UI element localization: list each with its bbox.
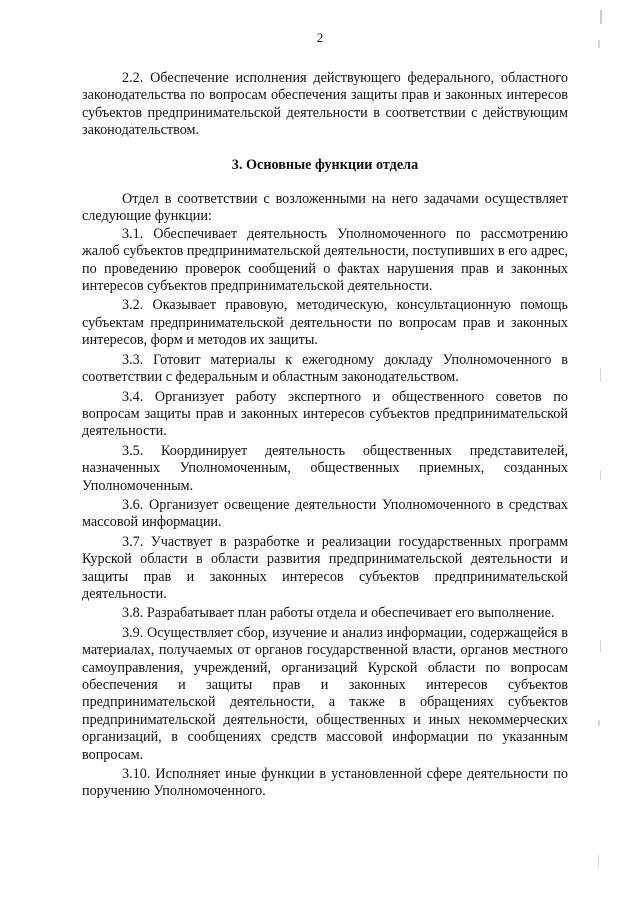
scan-mark — [600, 10, 602, 24]
item-3-4: 3.4. Организует работу экспертного и общественного советов по вопросам защиты прав и законных интересов субъектов предпринимательской деятельности. — [82, 388, 568, 440]
item-3-3: 3.3. Готовит материалы к ежегодному докладу Уполномоченного в соответствии с федеральным и областным законодательством. — [82, 351, 568, 386]
item-3-2: 3.2. Оказывает правовую, методическую, консультационную помощь субъектам предпринимательской деятельности по вопросам прав и законных интересов, форм и методов их защиты. — [82, 297, 568, 349]
scan-mark — [600, 470, 601, 480]
scan-mark — [598, 720, 600, 726]
scan-mark — [600, 368, 601, 382]
section-title: 3. Основные функции отдела — [231, 156, 419, 173]
document-body — [82, 70, 568, 803]
item-3-6: 3.6. Организует освещение деятельности Уполномоченного в средствах массовой информации. — [82, 496, 568, 531]
scan-mark — [600, 640, 601, 652]
item-3-8: 3.8. Разрабатывает план работы отдела и обеспечивает его выполнение. — [122, 605, 555, 622]
item-3-5: 3.5. Координирует деятельность общественных представителей, назначенных Уполномоченным, общественных приемных, созданных Уполномоченным. — [82, 442, 568, 494]
item-3-10: 3.10. Исполняет иные функции в установленной сфере деятельности по поручению Уполномоченного. — [82, 766, 568, 800]
scan-mark — [598, 40, 600, 48]
section-intro: Отдел в соответствии с возложенными на него задачами осуществляет следующие функции: — [82, 191, 568, 225]
item-3-7: 3.7. Участвует в разработке и реализации государственных программ Курской области в области развития предпринимательской деятельности и защиты прав и законных интересов субъектов предпринимательской деятельности. — [82, 533, 568, 602]
scan-mark — [598, 855, 599, 867]
item-3-1: 3.1. Обеспечивает деятельность Уполномоченного по рассмотрению жалоб субъектов предпринимательской деятельности, поступивших в его адрес, по проведению проверок сообщений о фактах нарушения прав и законных интересов субъектов предпринимательской деятельности. — [82, 225, 568, 295]
page-number: 2 — [316, 30, 324, 45]
item-3-9: 3.9. Осуществляет сбор, изучение и анализ информации, содержащейся в материалах, получаемых от органов государственной власти, органов местного самоуправления, учреждений, организаций Курской области по вопросам обеспечения и защиты прав и законных интересов субъектов предпринимательской деятельности, а также в обращениях субъектов предпринимательской деятельности, общественных и иных некоммерческих организаций, в сообщениях средств массовой информации по указанным вопросам. — [82, 624, 568, 763]
paragraph-2-2: 2.2. Обеспечение исполнения действующего федерального, областного законодательства по вопросам обеспечения защиты прав и законных интересов субъектов предпринимательской деятельности в соответствии с действующим законодательством. — [82, 70, 568, 139]
